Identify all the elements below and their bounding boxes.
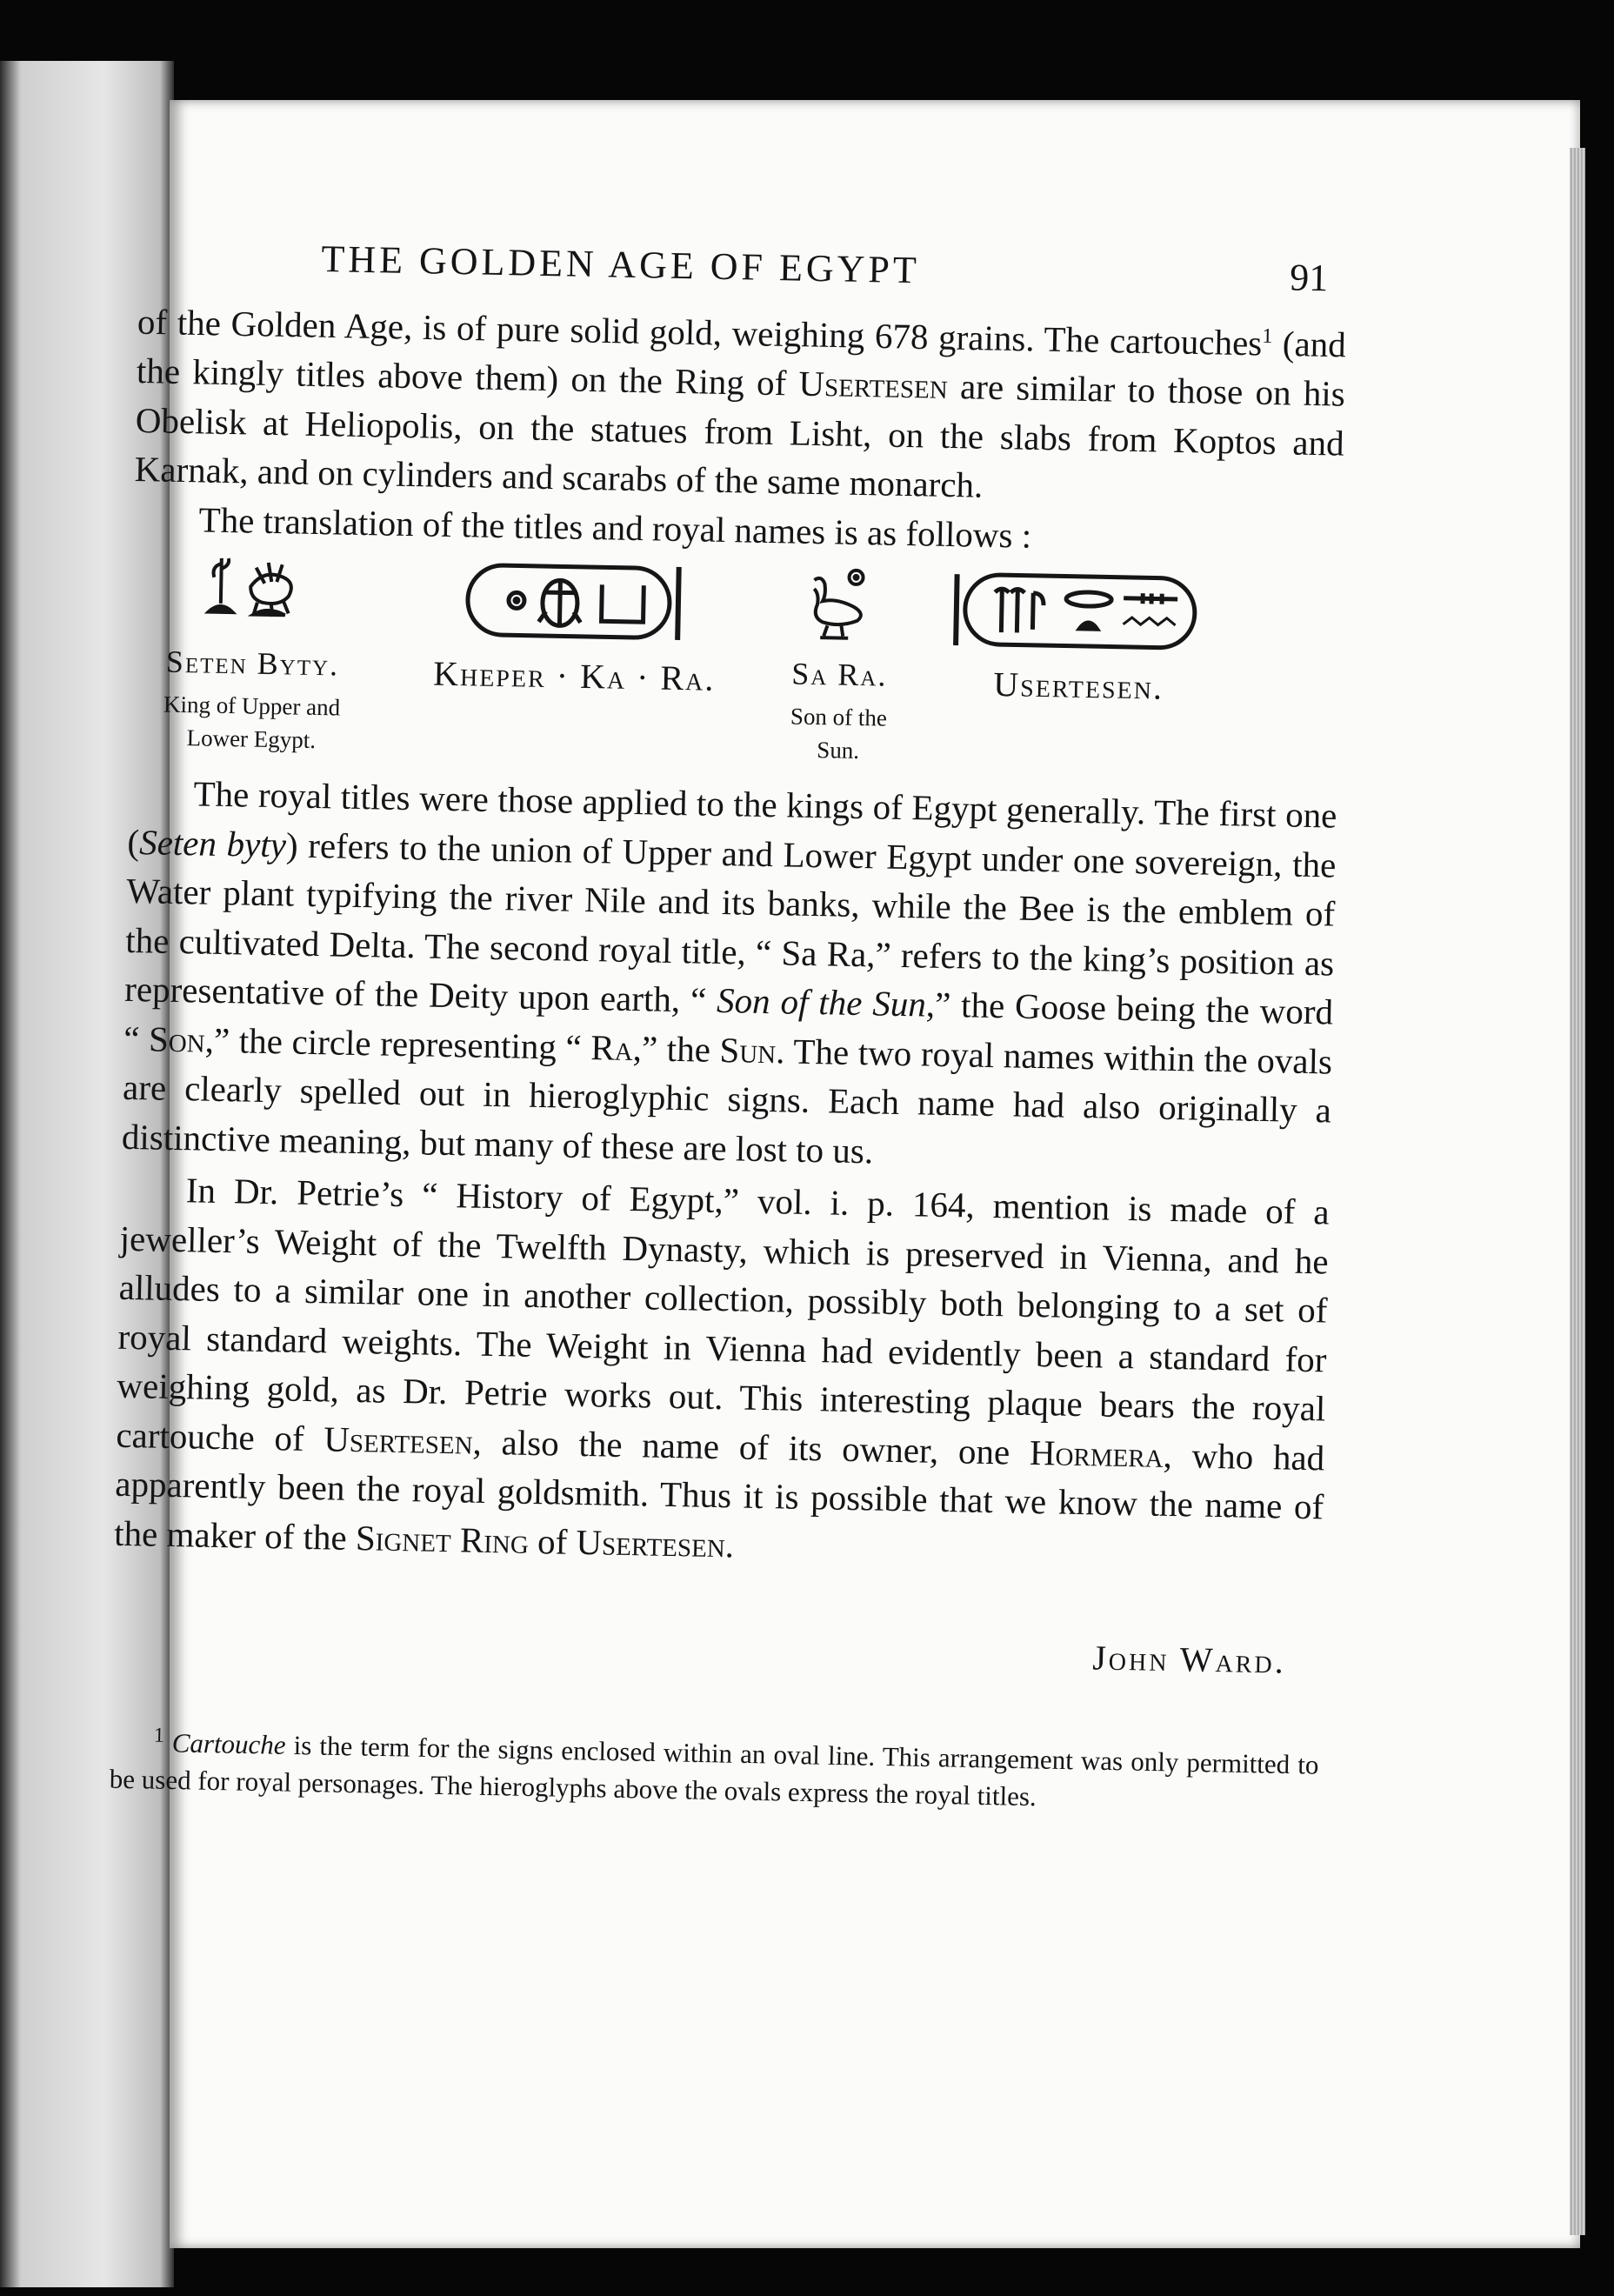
hieroglyph-kheperkara <box>409 555 742 704</box>
text-run: (and the kingly titles above them) on the Ring of <box>136 323 1347 404</box>
caption-sa-ra: Sa Ra. <box>790 656 888 693</box>
text-run: The royal titles were those applied to the kings of Egypt generally. The first one ( <box>127 773 1337 862</box>
gloss-line: King of Upper and <box>163 691 341 721</box>
small-caps-term: Sun <box>719 1029 777 1071</box>
running-title: THE GOLDEN AGE OF EGYPT <box>321 237 921 292</box>
gloss-line: Lower Egypt. <box>186 724 317 753</box>
sedge-and-bee-glyph-icon <box>201 551 307 633</box>
author-signature: John Ward. <box>1091 1638 1287 1681</box>
text-run: are similar to those on his Obelisk at Heliopolis, on the statues from Lisht, on the slabs from Koptos and Karnak, and on cylinders and scarabs of the same monarch. <box>134 366 1346 505</box>
footnote-text: is the term for the signs enclosed within an oval line. This arrangement was only permitted to be used for royal personages. The hieroglyphs above the ovals express the royal titles. <box>109 1729 1319 1812</box>
page-content <box>109 233 1347 1820</box>
text-run: ,” the <box>632 1027 721 1070</box>
goose-and-sun-glyph-icon <box>801 563 881 644</box>
gloss-line: Sun. <box>817 736 860 764</box>
italic-term: Son of the Sun <box>716 980 927 1025</box>
text-run: ,” the circle representing “ <box>204 1019 591 1067</box>
footnote-number: 1 <box>153 1724 165 1747</box>
paragraph-2: The translation of the titles and royal names is as follows : <box>198 499 1032 556</box>
caption-usertesen: Usertesen. <box>992 664 1164 707</box>
small-caps-term: Usertesen <box>576 1521 726 1565</box>
text-run: ) refers to the union of Upper and Lower Egypt under one sovereign, the Water plant typifying the river Nile and its banks, while the Bee is the emblem of the cultivated Delta. The second royal title, “ Sa Ra,” refers to the king’s position as representative of the Deity upon earth, “ <box>123 824 1337 1021</box>
footnote-ref: 1 <box>1262 324 1273 349</box>
text-run: ,” the Goose being the word “ <box>123 984 1334 1059</box>
page-stack-edge <box>1570 148 1585 2235</box>
text-run: of the Golden Age, is of pure solid gold, weighing 678 grains. The cartouches <box>137 301 1263 364</box>
cartouche-usertesen-icon <box>949 565 1211 657</box>
small-caps-term: Son <box>148 1018 206 1060</box>
small-caps-term: Usertesen <box>323 1418 474 1462</box>
text-run: of <box>528 1520 577 1562</box>
royal-name: Usertesen <box>798 363 949 407</box>
text-run: , also the name of its owner, one <box>472 1421 1030 1472</box>
text-run: . The two royal names within the ovals are clearly spelled out in hieroglyphic signs. Each name had also originally a distinctive meaning, but many of these are lost to us. <box>121 1030 1333 1171</box>
text-run: , who had apparently been the royal goldsmith. Thus it is possible that we know the name of the maker of the <box>113 1434 1325 1558</box>
hieroglyph-seten-byty <box>138 550 368 756</box>
text-run: In Dr. Petrie’s “ History of Egypt,” vol. i. p. 164, mention is made of a jeweller’s Weight of the Twelfth Dynasty, which is preserved in Vienna, and he alludes to a similar one in another collection, possibly both belonging to a set of royal standard weights. The Weight in Vienna had evidently been a standard for weighing gold, as Dr. Petrie works out. This interesting plaque bears the royal cartouche of <box>116 1170 1331 1458</box>
caption-seten-byty: Seten Byty. <box>165 644 340 683</box>
paragraph-4 <box>114 1165 1330 1581</box>
hieroglyph-sa-ra <box>764 562 915 767</box>
cartouche-kheperkara-icon <box>462 556 690 647</box>
small-caps-term: Hormera <box>1029 1432 1164 1475</box>
caption-kheperkara: Kheper · Ka · Ra. <box>432 653 716 698</box>
footnote-term: Cartouche <box>171 1727 286 1760</box>
paragraph-3 <box>122 768 1337 1185</box>
small-caps-term: Ra <box>590 1026 634 1068</box>
hieroglyph-usertesen <box>944 565 1216 713</box>
page-number: 91 <box>1289 256 1329 300</box>
gloss-line: Son of the <box>790 703 888 731</box>
body-text <box>109 233 1347 1820</box>
paragraph-1 <box>134 290 1346 517</box>
hieroglyph-figure <box>129 550 1341 786</box>
text-run: . <box>724 1524 735 1565</box>
italic-term: Seten byty <box>138 821 287 865</box>
small-caps-term: Signet Ring <box>355 1517 530 1561</box>
